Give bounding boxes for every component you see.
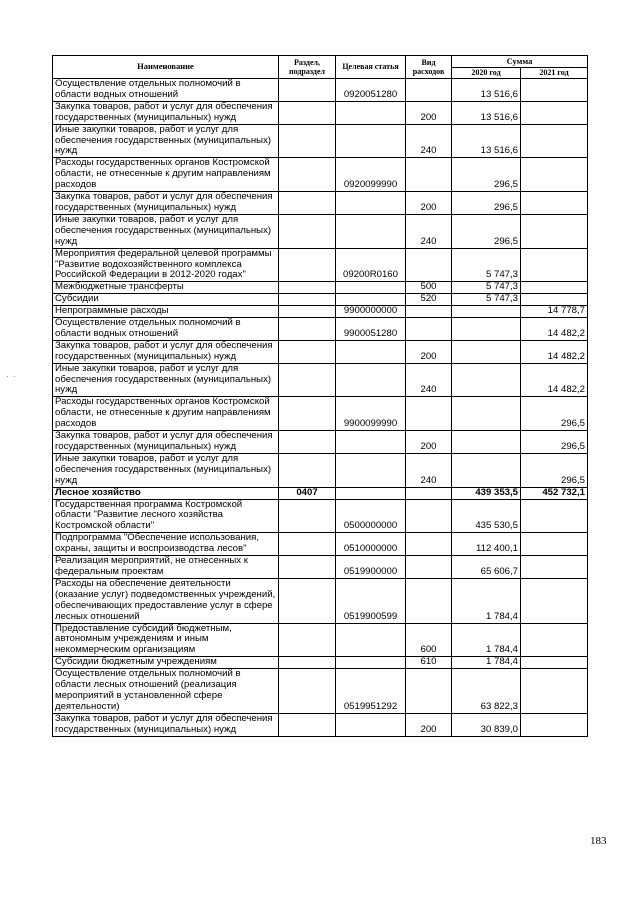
- row-target: [336, 294, 406, 306]
- row-amount-2020: 13 516,6: [452, 79, 521, 102]
- row-section: [279, 657, 336, 669]
- row-name: Иные закупки товаров, работ и услуг для обеспечения государственных (муниципальных) нужд: [53, 363, 279, 397]
- row-amount-2021: 14 482,2: [521, 340, 588, 363]
- row-expense-type: [406, 669, 452, 714]
- row-amount-2021: 296,5: [521, 397, 588, 431]
- row-amount-2020: [452, 453, 521, 487]
- row-expense-type: [406, 487, 452, 499]
- row-section: [279, 282, 336, 294]
- table-header: [53, 56, 588, 79]
- row-section: [279, 669, 336, 714]
- row-target: [336, 340, 406, 363]
- row-target: [336, 282, 406, 294]
- table-row: [53, 282, 588, 294]
- row-expense-type: 240: [406, 453, 452, 487]
- row-section: [279, 306, 336, 318]
- row-amount-2020: 439 353,5: [452, 487, 521, 499]
- row-name: Расходы государственных органов Костромской области, не отнесенные к другим направлениям расходов: [53, 397, 279, 431]
- row-target: 0519900000: [336, 556, 406, 579]
- row-section: [279, 363, 336, 397]
- table-row: [53, 158, 588, 192]
- row-amount-2020: 435 530,5: [452, 499, 521, 533]
- table-row: [53, 101, 588, 124]
- row-target: 0920051280: [336, 79, 406, 102]
- header-section: Раздел, подраздел: [279, 56, 336, 79]
- table-row: [53, 556, 588, 579]
- row-name: Мероприятия федеральной целевой программы "Развитие водохозяйственного комплекса Российской Федерации в 2012-2020 годах": [53, 248, 279, 282]
- row-name: Расходы государственных органов Костромской области, не отнесенные к другим направлениям расходов: [53, 158, 279, 192]
- row-name: Субсидии бюджетным учреждениям: [53, 657, 279, 669]
- header-type: Вид расходов: [406, 56, 452, 79]
- row-target: [336, 713, 406, 736]
- row-section: [279, 79, 336, 102]
- row-amount-2021: [521, 282, 588, 294]
- row-target: [336, 124, 406, 158]
- row-name: Закупка товаров, работ и услуг для обеспечения государственных (муниципальных) нужд: [53, 101, 279, 124]
- row-target: [336, 214, 406, 248]
- row-amount-2020: 112 400,1: [452, 533, 521, 556]
- row-expense-type: [406, 556, 452, 579]
- row-expense-type: 600: [406, 623, 452, 657]
- table-row: [53, 487, 588, 499]
- row-amount-2021: [521, 101, 588, 124]
- row-amount-2020: 1 784,4: [452, 578, 521, 623]
- row-name: Иные закупки товаров, работ и услуг для обеспечения государственных (муниципальных) нужд: [53, 124, 279, 158]
- row-target: [336, 453, 406, 487]
- row-expense-type: [406, 397, 452, 431]
- row-section: [279, 294, 336, 306]
- header-year-2021: 2021 год: [521, 68, 588, 79]
- row-target: 9900000000: [336, 306, 406, 318]
- row-amount-2020: 5 747,3: [452, 294, 521, 306]
- row-amount-2020: [452, 318, 521, 341]
- row-amount-2020: 296,5: [452, 214, 521, 248]
- row-name: Лесное хозяйство: [53, 487, 279, 499]
- row-expense-type: [406, 318, 452, 341]
- row-target: [336, 487, 406, 499]
- row-expense-type: 200: [406, 101, 452, 124]
- row-name: Реализация мероприятий, не отнесенных к федеральным проектам: [53, 556, 279, 579]
- row-amount-2020: 5 747,3: [452, 282, 521, 294]
- page-number: 183: [590, 835, 607, 847]
- row-section: [279, 192, 336, 215]
- row-expense-type: 240: [406, 214, 452, 248]
- row-amount-2021: [521, 669, 588, 714]
- row-amount-2021: 296,5: [521, 453, 588, 487]
- table-row: [53, 397, 588, 431]
- row-amount-2020: 5 747,3: [452, 248, 521, 282]
- table-row: [53, 657, 588, 669]
- row-amount-2021: [521, 657, 588, 669]
- row-expense-type: 520: [406, 294, 452, 306]
- table-row: [53, 533, 588, 556]
- row-amount-2020: 296,5: [452, 192, 521, 215]
- row-section: [279, 713, 336, 736]
- table-row: [53, 713, 588, 736]
- row-amount-2020: 63 822,3: [452, 669, 521, 714]
- row-amount-2020: 13 516,6: [452, 124, 521, 158]
- row-name: Закупка товаров, работ и услуг для обеспечения государственных (муниципальных) нужд: [53, 340, 279, 363]
- row-amount-2021: 14 482,2: [521, 318, 588, 341]
- row-target: 0920099990: [336, 158, 406, 192]
- row-section: [279, 533, 336, 556]
- table-row: [53, 453, 588, 487]
- row-amount-2021: [521, 294, 588, 306]
- row-name: Осуществление отдельных полномочий в области лесных отношений (реализация мероприятий в установленной сфере деятельности): [53, 669, 279, 714]
- row-expense-type: 200: [406, 192, 452, 215]
- row-amount-2020: [452, 431, 521, 454]
- row-section: [279, 318, 336, 341]
- header-year-2020: 2020 год: [452, 68, 521, 79]
- row-expense-type: 200: [406, 340, 452, 363]
- row-name: Межбюджетные трансферты: [53, 282, 279, 294]
- scan-mark: · ·: [6, 372, 17, 381]
- row-section: [279, 453, 336, 487]
- row-amount-2021: [521, 214, 588, 248]
- table-body: [53, 79, 588, 737]
- table-row: [53, 192, 588, 215]
- row-expense-type: 610: [406, 657, 452, 669]
- row-amount-2020: [452, 340, 521, 363]
- row-name: Расходы на обеспечение деятельности (оказание услуг) подведомственных учреждений, обеспечивающих предоставление услуг в сфере лесных отношений: [53, 578, 279, 623]
- row-amount-2020: 13 516,6: [452, 101, 521, 124]
- table-row: [53, 623, 588, 657]
- row-target: [336, 431, 406, 454]
- table-row: [53, 294, 588, 306]
- row-amount-2021: [521, 533, 588, 556]
- row-amount-2021: [521, 158, 588, 192]
- row-amount-2021: [521, 124, 588, 158]
- row-amount-2021: [521, 713, 588, 736]
- row-section: 0407: [279, 487, 336, 499]
- row-amount-2020: [452, 397, 521, 431]
- row-expense-type: 240: [406, 124, 452, 158]
- row-name: Иные закупки товаров, работ и услуг для обеспечения государственных (муниципальных) нужд: [53, 214, 279, 248]
- row-section: [279, 623, 336, 657]
- row-amount-2021: 14 778,7: [521, 306, 588, 318]
- row-section: [279, 397, 336, 431]
- table-row: [53, 318, 588, 341]
- row-expense-type: [406, 578, 452, 623]
- row-name: Осуществление отдельных полномочий в области водных отношений: [53, 318, 279, 341]
- row-target: 0510000000: [336, 533, 406, 556]
- row-amount-2021: 452 732,1: [521, 487, 588, 499]
- row-amount-2020: 296,5: [452, 158, 521, 192]
- row-section: [279, 499, 336, 533]
- row-section: [279, 248, 336, 282]
- row-name: Закупка товаров, работ и услуг для обеспечения государственных (муниципальных) нужд: [53, 713, 279, 736]
- row-amount-2021: [521, 192, 588, 215]
- row-expense-type: [406, 158, 452, 192]
- table-row: [53, 669, 588, 714]
- row-name: Осуществление отдельных полномочий в области водных отношений: [53, 79, 279, 102]
- table-row: [53, 124, 588, 158]
- row-target: [336, 101, 406, 124]
- row-amount-2020: 1 784,4: [452, 623, 521, 657]
- row-expense-type: [406, 499, 452, 533]
- row-target: [336, 623, 406, 657]
- row-target: [336, 657, 406, 669]
- row-name: Иные закупки товаров, работ и услуг для обеспечения государственных (муниципальных) нужд: [53, 453, 279, 487]
- header-name: Наименование: [53, 56, 279, 79]
- row-expense-type: 500: [406, 282, 452, 294]
- row-section: [279, 214, 336, 248]
- row-expense-type: [406, 306, 452, 318]
- table-row: [53, 431, 588, 454]
- row-target: 0519951292: [336, 669, 406, 714]
- row-name: Субсидии: [53, 294, 279, 306]
- row-section: [279, 158, 336, 192]
- row-name: Государственная программа Костромской области "Развитие лесного хозяйства Костромской области": [53, 499, 279, 533]
- row-section: [279, 124, 336, 158]
- table-row: [53, 578, 588, 623]
- row-amount-2021: 296,5: [521, 431, 588, 454]
- row-name: Предоставление субсидий бюджетным, автономным учреждениям и иным некоммерческим организациям: [53, 623, 279, 657]
- row-name: Закупка товаров, работ и услуг для обеспечения государственных (муниципальных) нужд: [53, 431, 279, 454]
- table-row: [53, 340, 588, 363]
- table-row: [53, 214, 588, 248]
- row-target: [336, 363, 406, 397]
- table-row: [53, 363, 588, 397]
- header-target: Целевая статья: [336, 56, 406, 79]
- row-expense-type: 200: [406, 713, 452, 736]
- row-section: [279, 578, 336, 623]
- table-row: [53, 79, 588, 102]
- row-amount-2020: 30 839,0: [452, 713, 521, 736]
- row-amount-2020: 65 606,7: [452, 556, 521, 579]
- row-section: [279, 556, 336, 579]
- row-amount-2021: [521, 556, 588, 579]
- row-amount-2021: 14 482,2: [521, 363, 588, 397]
- row-name: Закупка товаров, работ и услуг для обеспечения государственных (муниципальных) нужд: [53, 192, 279, 215]
- row-expense-type: 200: [406, 431, 452, 454]
- row-target: 0500000000: [336, 499, 406, 533]
- header-sum: Сумма: [452, 56, 588, 68]
- row-section: [279, 340, 336, 363]
- row-amount-2021: [521, 248, 588, 282]
- row-amount-2020: 1 784,4: [452, 657, 521, 669]
- row-section: [279, 101, 336, 124]
- row-target: [336, 192, 406, 215]
- row-name: Подпрограмма "Обеспечение использования, охраны, защиты и воспроизводства лесов": [53, 533, 279, 556]
- row-amount-2020: [452, 306, 521, 318]
- row-expense-type: [406, 248, 452, 282]
- row-target: 9900051280: [336, 318, 406, 341]
- table-row: [53, 306, 588, 318]
- table-row: [53, 499, 588, 533]
- table-row: [53, 248, 588, 282]
- row-amount-2021: [521, 79, 588, 102]
- row-expense-type: [406, 533, 452, 556]
- row-name: Непрограммные расходы: [53, 306, 279, 318]
- row-amount-2021: [521, 578, 588, 623]
- row-target: 9900099990: [336, 397, 406, 431]
- row-amount-2021: [521, 499, 588, 533]
- row-target: 09200R0160: [336, 248, 406, 282]
- row-amount-2020: [452, 363, 521, 397]
- row-expense-type: 240: [406, 363, 452, 397]
- row-target: 0519900599: [336, 578, 406, 623]
- row-expense-type: [406, 79, 452, 102]
- row-section: [279, 431, 336, 454]
- budget-table: [52, 55, 588, 737]
- row-amount-2021: [521, 623, 588, 657]
